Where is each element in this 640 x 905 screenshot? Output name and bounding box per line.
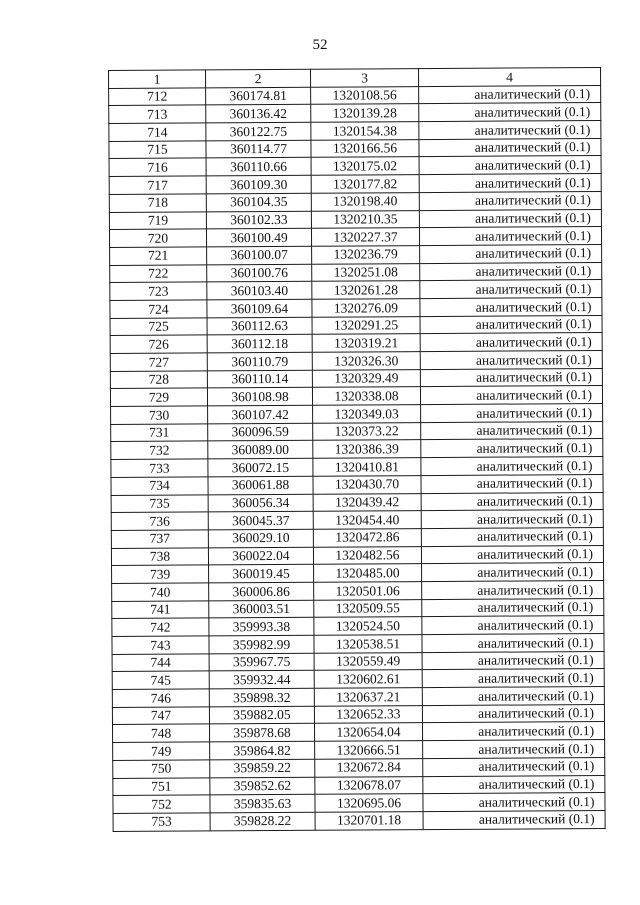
x-coordinate-cell: 360110.79 xyxy=(207,352,312,370)
point-number-cell: 747 xyxy=(112,707,209,725)
method-accuracy-cell: аналитический (0.1) xyxy=(421,457,603,476)
x-coordinate-cell: 359859.22 xyxy=(210,759,315,777)
y-coordinate-cell: 1320291.25 xyxy=(312,316,420,334)
point-number-cell: 736 xyxy=(111,512,208,530)
point-number-cell: 730 xyxy=(111,406,208,424)
point-number-cell: 716 xyxy=(109,158,206,176)
y-coordinate-cell: 1320410.81 xyxy=(313,458,421,476)
point-number-cell: 723 xyxy=(110,282,207,300)
method-accuracy-cell: аналитический (0.1) xyxy=(419,191,601,210)
method-accuracy-cell: аналитический (0.1) xyxy=(419,174,601,193)
point-number-cell: 751 xyxy=(113,777,210,795)
point-number-cell: 722 xyxy=(110,264,207,282)
x-coordinate-cell: 360112.63 xyxy=(207,317,312,335)
y-coordinate-cell: 1320678.07 xyxy=(315,776,423,794)
method-accuracy-cell: аналитический (0.1) xyxy=(421,474,603,493)
method-accuracy-cell: аналитический (0.1) xyxy=(420,368,602,387)
x-coordinate-cell: 360100.49 xyxy=(206,228,311,246)
y-coordinate-cell: 1320261.28 xyxy=(312,281,420,299)
x-coordinate-cell: 360045.37 xyxy=(208,511,313,529)
x-coordinate-cell: 359852.62 xyxy=(210,777,315,795)
x-coordinate-cell: 360072.15 xyxy=(208,458,313,476)
y-coordinate-cell: 1320666.51 xyxy=(315,741,423,759)
point-number-cell: 729 xyxy=(110,388,207,406)
x-coordinate-cell: 359993.38 xyxy=(209,618,314,636)
method-accuracy-cell: аналитический (0.1) xyxy=(421,510,603,529)
method-accuracy-cell: аналитический (0.1) xyxy=(421,404,603,423)
point-number-cell: 742 xyxy=(112,618,209,636)
method-accuracy-cell: аналитический (0.1) xyxy=(419,103,601,122)
x-coordinate-cell: 360104.35 xyxy=(206,193,311,211)
method-accuracy-cell: аналитический (0.1) xyxy=(422,563,604,582)
point-number-cell: 750 xyxy=(113,760,210,778)
page-number: 52 xyxy=(312,37,328,53)
point-number-cell: 713 xyxy=(109,105,206,123)
method-accuracy-cell: аналитический (0.1) xyxy=(420,280,602,299)
x-coordinate-cell: 360100.07 xyxy=(207,246,312,264)
y-coordinate-cell: 1320154.38 xyxy=(311,122,419,140)
x-coordinate-cell: 360100.76 xyxy=(207,264,312,282)
y-coordinate-cell: 1320672.84 xyxy=(315,758,423,776)
method-accuracy-cell: аналитический (0.1) xyxy=(423,775,605,794)
table-body xyxy=(109,85,606,831)
y-coordinate-cell: 1320501.06 xyxy=(314,582,422,600)
point-number-cell: 720 xyxy=(109,229,206,247)
y-coordinate-cell: 1320349.03 xyxy=(313,405,421,423)
method-accuracy-cell: аналитический (0.1) xyxy=(419,227,601,246)
y-coordinate-cell: 1320454.40 xyxy=(313,511,421,529)
method-accuracy-cell: аналитический (0.1) xyxy=(422,687,604,706)
y-coordinate-cell: 1320654.04 xyxy=(314,723,422,741)
y-coordinate-cell: 1320175.02 xyxy=(311,157,419,175)
x-coordinate-cell: 360108.98 xyxy=(207,388,312,406)
x-coordinate-cell: 360109.64 xyxy=(207,299,312,317)
x-coordinate-cell: 360019.45 xyxy=(209,565,314,583)
point-number-cell: 746 xyxy=(112,689,209,707)
y-coordinate-cell: 1320485.00 xyxy=(314,564,422,582)
x-coordinate-cell: 360174.81 xyxy=(206,87,311,105)
method-accuracy-cell: аналитический (0.1) xyxy=(422,651,604,670)
method-accuracy-cell: аналитический (0.1) xyxy=(419,156,601,175)
y-coordinate-cell: 1320198.40 xyxy=(311,192,419,210)
y-coordinate-cell: 1320108.56 xyxy=(311,86,419,104)
y-coordinate-cell: 1320482.56 xyxy=(313,546,421,564)
method-accuracy-cell: аналитический (0.1) xyxy=(420,386,602,405)
point-number-cell: 735 xyxy=(111,494,208,512)
y-coordinate-cell: 1320524.50 xyxy=(314,617,422,635)
point-number-cell: 718 xyxy=(109,194,206,212)
point-number-cell: 724 xyxy=(110,300,207,318)
y-coordinate-cell: 1320326.30 xyxy=(312,352,420,370)
y-coordinate-cell: 1320177.82 xyxy=(311,175,419,193)
method-accuracy-cell: аналитический (0.1) xyxy=(422,669,604,688)
point-number-cell: 737 xyxy=(111,530,208,548)
x-coordinate-cell: 360006.86 xyxy=(209,582,314,600)
y-coordinate-cell: 1320701.18 xyxy=(315,811,423,829)
point-number-cell: 738 xyxy=(111,547,208,565)
y-coordinate-cell: 1320276.09 xyxy=(312,299,420,317)
method-accuracy-cell: аналитический (0.1) xyxy=(420,315,602,334)
x-coordinate-cell: 360109.30 xyxy=(206,175,311,193)
point-number-cell: 733 xyxy=(111,459,208,477)
x-coordinate-cell: 360112.18 xyxy=(207,335,312,353)
method-accuracy-cell: аналитический (0.1) xyxy=(419,85,601,104)
method-accuracy-cell: аналитический (0.1) xyxy=(421,545,603,564)
header-col-2: 2 xyxy=(206,69,311,87)
y-coordinate-cell: 1320338.08 xyxy=(312,387,420,405)
x-coordinate-cell: 359932.44 xyxy=(209,671,314,689)
point-number-cell: 739 xyxy=(112,565,209,583)
method-accuracy-cell: аналитический (0.1) xyxy=(420,333,602,352)
y-coordinate-cell: 1320559.49 xyxy=(314,652,422,670)
x-coordinate-cell: 359864.82 xyxy=(210,741,315,759)
method-accuracy-cell: аналитический (0.1) xyxy=(419,209,601,228)
method-accuracy-cell: аналитический (0.1) xyxy=(419,138,601,157)
x-coordinate-cell: 359828.22 xyxy=(210,812,315,830)
point-number-cell: 712 xyxy=(109,88,206,106)
point-number-cell: 728 xyxy=(110,371,207,389)
point-number-cell: 717 xyxy=(109,176,206,194)
x-coordinate-cell: 360089.00 xyxy=(208,441,313,459)
y-coordinate-cell: 1320139.28 xyxy=(311,104,419,122)
method-accuracy-cell: аналитический (0.1) xyxy=(423,757,605,776)
method-accuracy-cell: аналитический (0.1) xyxy=(422,580,604,599)
method-accuracy-cell: аналитический (0.1) xyxy=(420,262,602,281)
y-coordinate-cell: 1320373.22 xyxy=(313,422,421,440)
header-col-3: 3 xyxy=(310,69,418,87)
y-coordinate-cell: 1320652.33 xyxy=(314,705,422,723)
point-number-cell: 731 xyxy=(111,424,208,442)
x-coordinate-cell: 360122.75 xyxy=(206,122,311,140)
header-col-4: 4 xyxy=(418,67,600,86)
header-col-1: 1 xyxy=(109,70,206,88)
point-number-cell: 727 xyxy=(110,353,207,371)
coordinates-table xyxy=(108,67,606,832)
point-number-cell: 714 xyxy=(109,123,206,141)
x-coordinate-cell: 360096.59 xyxy=(208,423,313,441)
point-number-cell: 721 xyxy=(110,247,207,265)
point-number-cell: 748 xyxy=(113,724,210,742)
method-accuracy-cell: аналитический (0.1) xyxy=(420,297,602,316)
point-number-cell: 741 xyxy=(112,601,209,619)
x-coordinate-cell: 359898.32 xyxy=(209,688,314,706)
x-coordinate-cell: 360114.77 xyxy=(206,140,311,158)
method-accuracy-cell: аналитический (0.1) xyxy=(422,633,604,652)
method-accuracy-cell: аналитический (0.1) xyxy=(423,793,605,812)
method-accuracy-cell: аналитический (0.1) xyxy=(419,121,601,140)
y-coordinate-cell: 1320329.49 xyxy=(312,369,420,387)
method-accuracy-cell: аналитический (0.1) xyxy=(420,350,602,369)
point-number-cell: 719 xyxy=(109,211,206,229)
method-accuracy-cell: аналитический (0.1) xyxy=(421,439,603,458)
method-accuracy-cell: аналитический (0.1) xyxy=(423,810,605,829)
x-coordinate-cell: 360102.33 xyxy=(206,211,311,229)
y-coordinate-cell: 1320227.37 xyxy=(311,228,419,246)
point-number-cell: 743 xyxy=(112,636,209,654)
x-coordinate-cell: 359878.68 xyxy=(209,724,314,742)
x-coordinate-cell: 360003.51 xyxy=(209,600,314,618)
method-accuracy-cell: аналитический (0.1) xyxy=(422,704,604,723)
method-accuracy-cell: аналитический (0.1) xyxy=(422,722,604,741)
x-coordinate-cell: 360022.04 xyxy=(208,547,313,565)
point-number-cell: 752 xyxy=(113,795,210,813)
point-number-cell: 753 xyxy=(113,813,210,831)
point-number-cell: 725 xyxy=(110,318,207,336)
method-accuracy-cell: аналитический (0.1) xyxy=(422,598,604,617)
x-coordinate-cell: 360110.66 xyxy=(206,158,311,176)
method-accuracy-cell: аналитический (0.1) xyxy=(422,616,604,635)
point-number-cell: 745 xyxy=(112,671,209,689)
x-coordinate-cell: 359982.99 xyxy=(209,635,314,653)
y-coordinate-cell: 1320472.86 xyxy=(313,528,421,546)
point-number-cell: 734 xyxy=(111,477,208,495)
point-number-cell: 732 xyxy=(111,441,208,459)
x-coordinate-cell: 359967.75 xyxy=(209,653,314,671)
y-coordinate-cell: 1320538.51 xyxy=(314,635,422,653)
x-coordinate-cell: 360056.34 xyxy=(208,494,313,512)
y-coordinate-cell: 1320251.08 xyxy=(312,263,420,281)
point-number-cell: 749 xyxy=(113,742,210,760)
y-coordinate-cell: 1320509.55 xyxy=(314,599,422,617)
method-accuracy-cell: аналитический (0.1) xyxy=(420,244,602,263)
x-coordinate-cell: 360110.14 xyxy=(207,370,312,388)
method-accuracy-cell: аналитический (0.1) xyxy=(421,527,603,546)
y-coordinate-cell: 1320210.35 xyxy=(311,210,419,228)
x-coordinate-cell: 359882.05 xyxy=(209,706,314,724)
point-number-cell: 740 xyxy=(112,583,209,601)
y-coordinate-cell: 1320236.79 xyxy=(312,245,420,263)
x-coordinate-cell: 359835.63 xyxy=(210,794,315,812)
y-coordinate-cell: 1320695.06 xyxy=(315,794,423,812)
y-coordinate-cell: 1320319.21 xyxy=(312,334,420,352)
point-number-cell: 715 xyxy=(109,141,206,159)
x-coordinate-cell: 360136.42 xyxy=(206,105,311,123)
method-accuracy-cell: аналитический (0.1) xyxy=(421,492,603,511)
method-accuracy-cell: аналитический (0.1) xyxy=(421,421,603,440)
x-coordinate-cell: 360107.42 xyxy=(208,405,313,423)
y-coordinate-cell: 1320637.21 xyxy=(314,688,422,706)
y-coordinate-cell: 1320386.39 xyxy=(313,440,421,458)
y-coordinate-cell: 1320430.70 xyxy=(313,475,421,493)
y-coordinate-cell: 1320602.61 xyxy=(314,670,422,688)
method-accuracy-cell: аналитический (0.1) xyxy=(423,740,605,759)
point-number-cell: 726 xyxy=(110,335,207,353)
point-number-cell: 744 xyxy=(112,654,209,672)
x-coordinate-cell: 360061.88 xyxy=(208,476,313,494)
y-coordinate-cell: 1320166.56 xyxy=(311,139,419,157)
y-coordinate-cell: 1320439.42 xyxy=(313,493,421,511)
table-row xyxy=(113,810,605,831)
x-coordinate-cell: 360029.10 xyxy=(208,529,313,547)
x-coordinate-cell: 360103.40 xyxy=(207,282,312,300)
